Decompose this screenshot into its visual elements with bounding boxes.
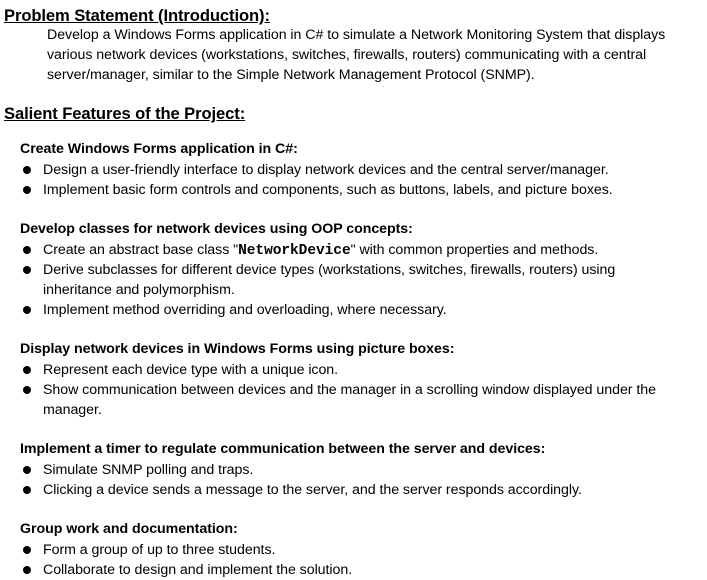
section-title-timer: Implement a timer to regulate communication between the server and devices: [20,441,546,457]
problem-statement-body: Develop a Windows Forms application in C# to simulate a Network Monitoring System that displays various network devices (workstations, switches, firewalls, routers) communicating with a central server/manager, similar to the Simple Network Management Protocol (SNMP). [47,27,666,83]
salient-features-heading: Salient Features of the Project: [4,104,246,123]
list-item: Form a group of up to three students. [43,542,276,558]
bullet-icon [23,166,31,174]
section-title-oop-classes: Develop classes for network devices using OOP concepts: [20,221,413,237]
item-text-before: Create an abstract base class " [43,242,239,258]
section-title-group-work: Group work and documentation: [20,521,238,537]
list-item: Show communication between devices and the manager in a scrolling window displayed under the manager. [43,382,656,418]
list-item: Design a user-friendly interface to display network devices and the central server/manager. [43,162,609,178]
list-item: Derive subclasses for different device types (workstations, switches, firewalls, routers) using inheritance and polymorphism. [43,262,616,298]
bullet-icon [23,306,31,314]
list-item: Implement basic form controls and components, such as buttons, labels, and picture boxes. [43,182,613,198]
bullet-icon [23,486,31,494]
section-title-create-winforms: Create Windows Forms application in C#: [20,141,298,157]
bullet-icon [23,546,31,554]
bullet-icon [23,386,31,394]
code-networkdevice: NetworkDevice [238,243,351,259]
list-item: Clicking a device sends a message to the server, and the server responds accordingly. [43,482,582,498]
bullet-icon [23,246,31,254]
bullet-icon [23,466,31,474]
list-item: Implement method overriding and overloading, where necessary. [43,302,447,318]
list-item-abstract-class [43,240,693,261]
list-item: Represent each device type with a unique icon. [43,362,339,378]
bullet-icon [23,266,31,274]
list-item: Simulate SNMP polling and traps. [43,462,254,478]
bullet-icon [23,186,31,194]
bullet-icon [23,366,31,374]
list-item: Collaborate to design and implement the solution. [43,562,353,578]
item-text-after: " with common properties and methods. [350,242,599,258]
bullet-icon [23,566,31,574]
section-title-picture-boxes: Display network devices in Windows Forms using picture boxes: [20,341,455,357]
problem-statement-heading: Problem Statement (Introduction): [4,6,270,25]
